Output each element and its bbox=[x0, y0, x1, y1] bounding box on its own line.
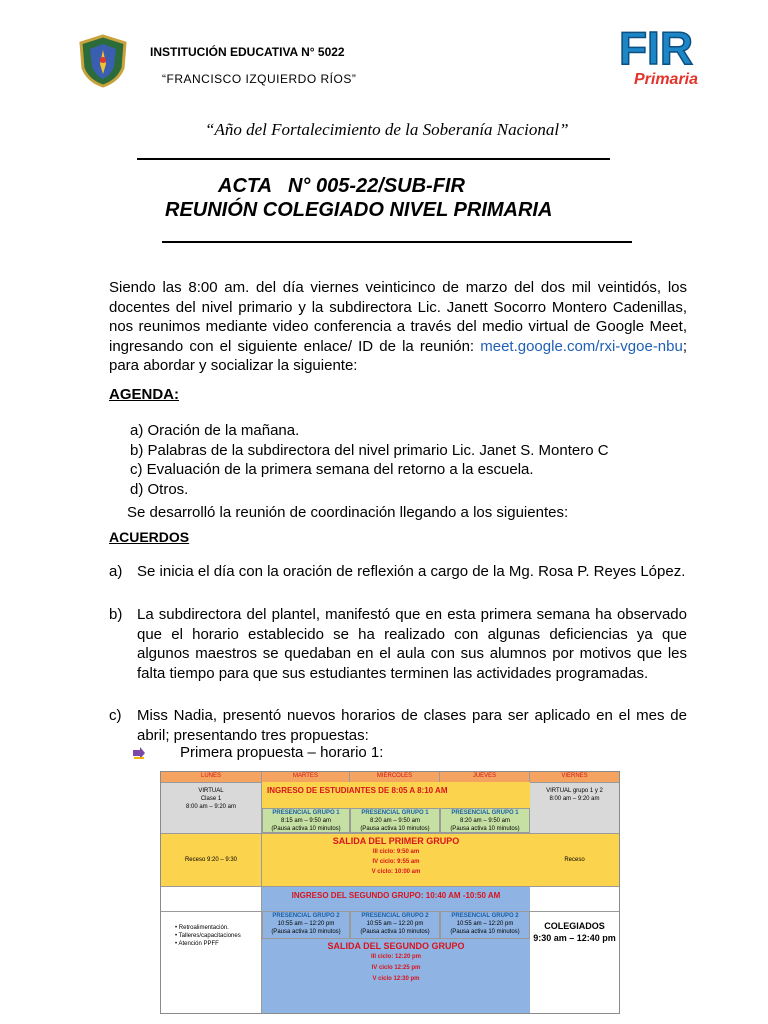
group1-cell bbox=[262, 808, 350, 833]
development-statement: Se desarrolló la reunión de coordinación llegando a los siguientes: bbox=[127, 504, 569, 521]
group2-time: 10:55 am – 12:20 pm bbox=[366, 921, 424, 927]
year-motto: “Año del Fortalecimiento de la Soberanía Nacional” bbox=[205, 120, 569, 139]
day-header-lunes: LUNES bbox=[161, 772, 262, 782]
divider-top bbox=[137, 158, 610, 160]
agenda-list bbox=[130, 421, 609, 499]
agreement-text: Miss Nadia, presentó nuevos horarios de clases para ser aplicado en el mes de abril; presentando tres propuestas: bbox=[137, 707, 687, 744]
day-header-martes: MARTES bbox=[262, 772, 350, 782]
second-exit-title: SALIDA DEL SEGUNDO GRUPO bbox=[327, 941, 465, 951]
agenda-item: d) Otros. bbox=[130, 480, 189, 498]
first-exit-line: III ciclo: 9:50 am bbox=[372, 849, 420, 855]
school-shield-logo bbox=[78, 34, 128, 88]
second-exit-line: IV ciclo 12:25 pm bbox=[371, 965, 421, 971]
group2-cell bbox=[350, 911, 440, 939]
divider-bottom bbox=[162, 241, 632, 243]
logo-main-text: FIR bbox=[618, 22, 694, 74]
colegiados-time: 9:30 am – 12:40 pm bbox=[533, 933, 616, 943]
group1-title: PRESENCIAL GRUPO 1 bbox=[272, 810, 340, 816]
second-entry-banner: INGRESO DEL SEGUNDO GRUPO: 10:40 AM -10:50 AM bbox=[262, 886, 530, 911]
day-header-miercoles: MIÉRCOLES bbox=[350, 772, 440, 782]
first-exit-line: V ciclo: 10:00 am bbox=[371, 869, 421, 875]
fir-primaria-logo bbox=[606, 20, 706, 92]
agreement-text: La subdirectora del plantel, manifestó que en esta primera semana ha observado que el horario establecido se ha realizado con algunas deficiencias ya que algunos maestros se quedaban en el aula con sus alumnos por motivos que les falta tiempo para que sus estudiantes terminen las actividades programadas. bbox=[137, 606, 687, 682]
meeting-title: REUNIÓN COLEGIADO NIVEL PRIMARIA bbox=[165, 199, 553, 221]
lunes-virtual-line: Clase 1 bbox=[200, 796, 222, 802]
lunes-activity-item: • Talleres/capacitaciones bbox=[175, 933, 241, 939]
second-exit-block bbox=[262, 939, 530, 1013]
intro-text: Siendo las 8:00 am. del día viernes veinticinco de marzo del dos mil veintidós, los docentes del nivel primario y la subdirectora Lic. Janett Socorro Montero Cadenillas, nos reunimos mediante video conferencia a través del medio virtual de Google Meet, ingresando con el siguiente enlace/ ID de la reunión: bbox=[109, 279, 687, 355]
group1-time: 8:20 am – 9:50 am bbox=[369, 818, 421, 824]
agreement-label: a) bbox=[109, 563, 123, 580]
agreement-label: b) bbox=[109, 606, 123, 623]
lunes-virtual-cell bbox=[161, 782, 262, 833]
group2-title: PRESENCIAL GRUPO 2 bbox=[451, 913, 519, 919]
intro-after: ; para abordar y socializar la siguiente: bbox=[109, 337, 688, 374]
lunes-virtual-line: 8:00 am – 9:20 am bbox=[185, 804, 237, 810]
lunes-virtual-line: VIRTUAL bbox=[198, 788, 224, 794]
colegiados-cell bbox=[530, 911, 619, 1013]
group1-time: 8:15 am – 9:50 am bbox=[280, 818, 332, 824]
agreement-text: Se inicia el día con la oración de reflexión a cargo de la Mg. Rosa P. Reyes López. bbox=[137, 563, 686, 580]
arrow-bullet-icon bbox=[132, 746, 146, 760]
second-exit-line: III ciclo: 12:20 pm bbox=[370, 954, 422, 960]
agreement-label: c) bbox=[109, 707, 122, 724]
group1-title: PRESENCIAL GRUPO 1 bbox=[361, 810, 429, 816]
intro-paragraph bbox=[109, 278, 687, 376]
first-entry-banner: INGRESO DE ESTUDIANTES DE 8:05 A 8:10 AM bbox=[262, 782, 530, 808]
group2-title: PRESENCIAL GRUPO 2 bbox=[272, 913, 340, 919]
group2-time: 10:55 am – 12:20 pm bbox=[456, 921, 514, 927]
agreements-heading: ACUERDOS bbox=[109, 529, 190, 545]
group2-pause: (Pausa activa 10 minutos) bbox=[271, 929, 341, 935]
agenda-item: b) Palabras de la subdirectora del nivel primario Lic. Janet S. Montero C bbox=[130, 441, 609, 459]
group1-cell bbox=[440, 808, 530, 833]
viernes-virtual-line: 8:00 am – 9:20 am bbox=[549, 796, 600, 802]
meet-link[interactable]: meet.google.com/rxi-vgoe-nbu bbox=[480, 337, 683, 355]
group2-cell bbox=[262, 911, 350, 939]
group1-time: 8:20 am – 9:50 am bbox=[459, 818, 511, 824]
lunes-activity-item: • Atención PPFF bbox=[175, 941, 219, 947]
logo-sub-text: Primaria bbox=[633, 71, 699, 88]
first-exit-line: IV ciclo: 9:55 am bbox=[372, 859, 420, 865]
act-number-title: ACTA N° 005-22/SUB-FIR bbox=[218, 175, 465, 197]
agenda-item: c) Evaluación de la primera semana del retorno a la escuela. bbox=[130, 461, 534, 478]
second-exit-line: V ciclo 12:30 pm bbox=[372, 976, 420, 982]
lunes-activity-item: • Retroalimentación. bbox=[175, 925, 229, 931]
recess-left-cell: Receso 9:20 – 9:30 bbox=[161, 833, 262, 886]
group2-pause: (Pausa activa 10 minutos) bbox=[360, 929, 430, 935]
group2-pause: (Pausa activa 10 minutos) bbox=[450, 929, 520, 935]
day-header-viernes: VIERNES bbox=[530, 772, 619, 782]
lunes-blank-cell bbox=[161, 886, 262, 911]
first-exit-block bbox=[262, 833, 530, 886]
group2-time: 10:55 am – 12:20 pm bbox=[277, 921, 335, 927]
institution-title: INSTITUCIÓN EDUCATIVA N° 5022 bbox=[150, 45, 345, 59]
viernes-virtual-line: VIRTUAL grupo 1 y 2 bbox=[546, 788, 603, 794]
first-proposal-label: Primera propuesta – horario 1: bbox=[180, 744, 384, 761]
group1-pause: (Pausa activa 10 minutos) bbox=[271, 826, 341, 832]
viernes-blank-cell bbox=[530, 886, 619, 911]
group1-pause: (Pausa activa 10 minutos) bbox=[360, 826, 430, 832]
schedule-table bbox=[160, 771, 620, 1014]
recess-right-cell: Receso bbox=[530, 833, 619, 886]
agreement-item bbox=[109, 562, 687, 582]
agreement-item bbox=[109, 605, 687, 683]
agreement-item bbox=[109, 706, 687, 745]
agenda-heading: AGENDA: bbox=[109, 386, 179, 403]
group1-pause: (Pausa activa 10 minutos) bbox=[450, 826, 520, 832]
group1-title: PRESENCIAL GRUPO 1 bbox=[451, 810, 519, 816]
group2-title: PRESENCIAL GRUPO 2 bbox=[361, 913, 429, 919]
group2-cell bbox=[440, 911, 530, 939]
day-header-jueves: JUEVES bbox=[440, 772, 530, 782]
lunes-activities-cell bbox=[161, 911, 262, 1013]
first-exit-title: SALIDA DEL PRIMER GRUPO bbox=[332, 836, 460, 846]
agenda-item: a) Oración de la mañana. bbox=[130, 422, 300, 439]
institution-name: “FRANCISCO IZQUIERDO RÍOS” bbox=[162, 72, 357, 86]
viernes-virtual-cell bbox=[530, 782, 619, 833]
colegiados-title: COLEGIADOS bbox=[544, 921, 605, 931]
group1-cell bbox=[350, 808, 440, 833]
